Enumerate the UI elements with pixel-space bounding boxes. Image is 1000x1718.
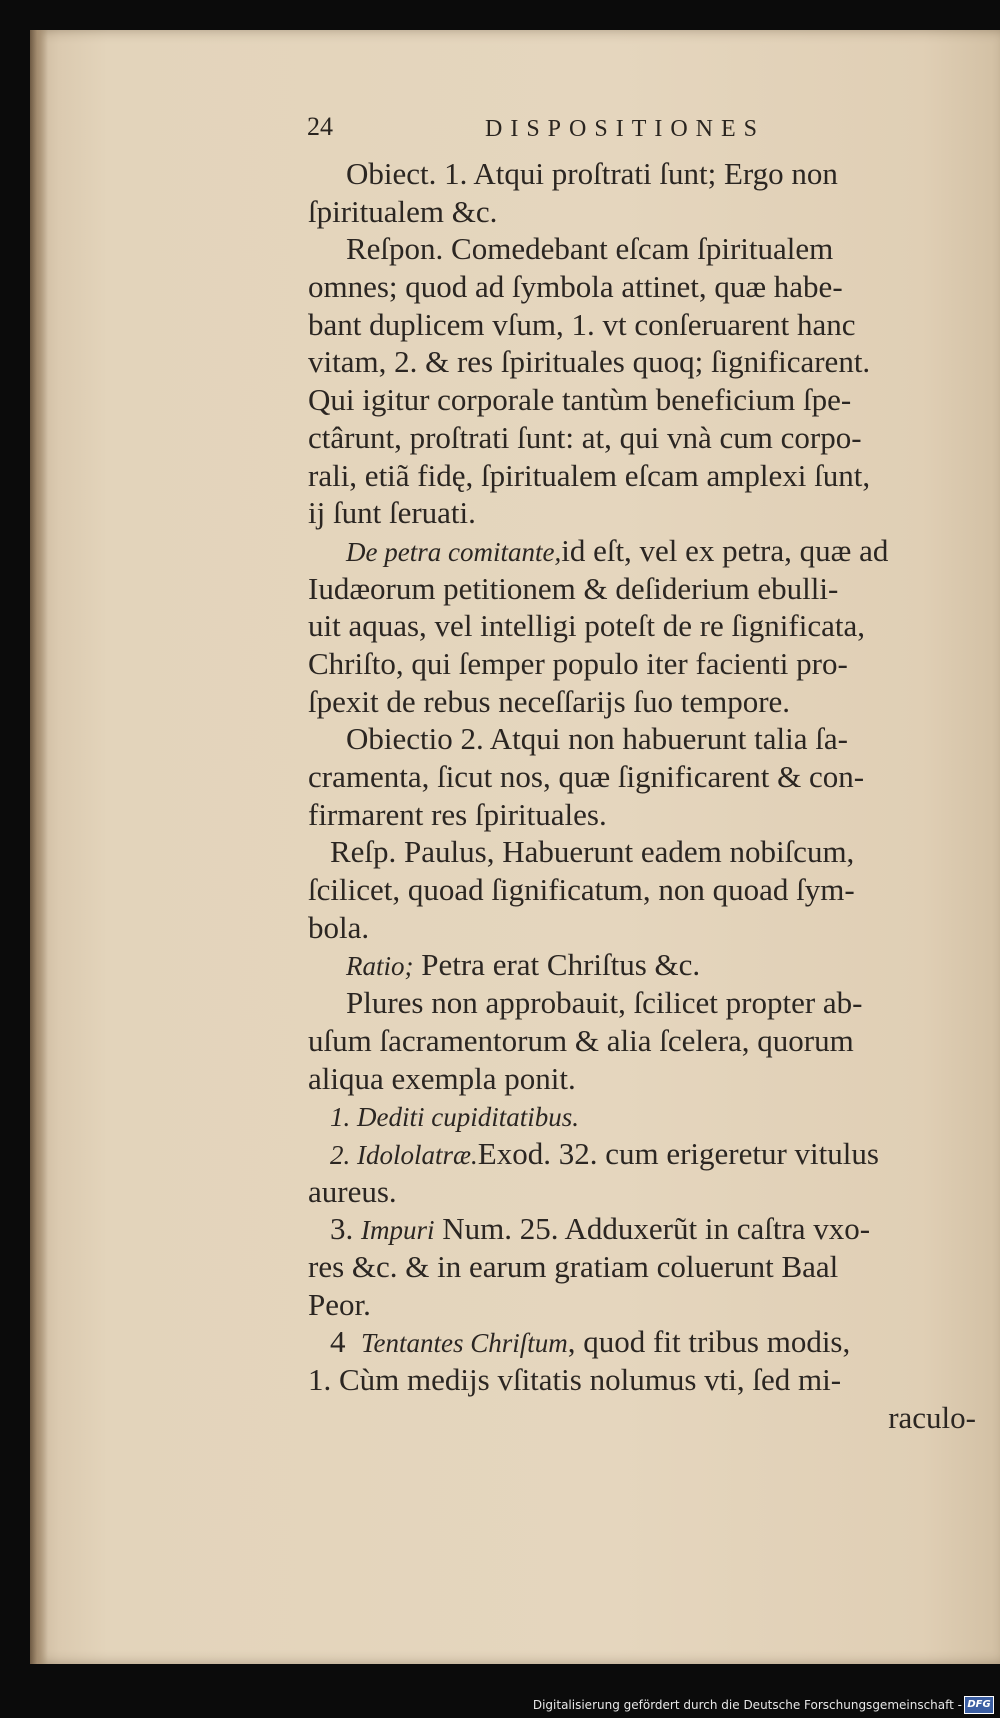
list-item [308,1323,976,1361]
list-item [308,1135,976,1173]
text-line: ij ſunt ſeruati. [308,495,476,531]
text-line: uſum ſacramentorum & alia ſcelera, quorum [308,1022,854,1058]
italic-phrase: Tentantes Chriſtum [361,1328,568,1359]
text-line [308,946,976,984]
dfg-logo: DFG [964,1696,994,1714]
text-line: vitam, 2. & res ſpirituales quoq; ſignificarent. [308,344,871,380]
text-line: Reſpon. Comedebant eſcam ſpiritualem [346,231,834,267]
italic-phrase: Impuri [361,1215,435,1246]
text-line: bola. [308,909,370,945]
text-span: 4 [330,1324,346,1360]
text-line: aureus. [308,1173,397,1209]
list-item [308,1210,976,1248]
text-line: 1. Cùm medijs vſitatis nolumus vti, ſed mi- [308,1362,842,1397]
italic-phrase: De petra comitante, [346,536,562,567]
text-line: ctârunt, proſtrati ſunt: at, qui vnà cum corpo- [308,419,862,455]
text-line: Obiect. 1. Atqui proſtrati ſunt; Ergo non [346,156,838,191]
text-line: ſpexit de rebus neceſſarijs ſuo tempore. [308,683,791,719]
text-line: aliqua exempla ponit. [308,1060,576,1096]
footer-bar [0,1690,1000,1718]
italic-phrase: 2. Idololatræ. [330,1139,478,1170]
text-line: Reſp. Paulus, Habuerunt eadem nobiſcum, [330,834,855,870]
text-span: Petra erat Chriſtus &c. [421,947,701,983]
text-line: omnes; quod ad ſymbola attinet, quæ habe- [308,269,843,305]
text-line: cramenta, ſicut nos, quæ ſignificarent & con- [308,759,865,794]
text-line: firmarent res ſpirituales. [308,796,607,832]
catchword: raculo- [888,1399,976,1435]
italic-phrase: Ratio; [346,951,414,982]
running-title: DISPOSITIONES [485,116,766,142]
page-gutter-shadow [30,30,48,1664]
text-line: ſcilicet, quoad ſignificatum, non quoad ſym- [308,872,855,908]
text-line: bant duplicem vſum, 1. vt conſeruarent hanc [308,306,856,342]
text-span: Exod. 32. cum erigeretur vitulus [477,1135,879,1171]
text-block [308,155,976,1436]
text-span: Num. 25. Adduxerũt in caſtra vxo- [442,1211,871,1247]
text-line: Plures non approbauit, ſcilicet propter ab- [346,985,863,1021]
running-head [30,90,1000,140]
text-span: id eſt, vel ex petra, quæ ad [561,532,889,568]
text-line: rali, etiã fidę, ſpiritualem eſcam amplexi ſunt, [308,457,871,493]
text-span: , quod fit tribus modis, [567,1324,851,1360]
text-line: Qui igitur corporale tantùm beneficium ſpe- [308,382,852,418]
list-item [308,1097,976,1135]
text-line: Iudæorum petitionem & deſiderium ebulli- [308,570,839,606]
text-line: Obiectio 2. Atqui non habuerunt talia ſa- [346,721,848,757]
text-line: ſpiritualem &c. [308,193,498,229]
text-line [308,532,976,570]
text-line: res &c. & in earum gratiam coluerunt Baal [308,1248,839,1284]
text-line: Peor. [308,1286,371,1322]
text-line: uit aquas, vel intelligi poteſt de re ſignificata, [308,608,865,644]
text-span: 3. [330,1211,354,1247]
italic-phrase: 1. Dediti cupiditatibus. [330,1102,579,1133]
page-number: 24 [307,112,333,141]
book-page [30,30,1000,1664]
text-line: Chriſto, qui ſemper populo iter facienti pro- [308,645,848,681]
digitization-credit: Digitalisierung gefördert durch die Deutsche Forschungsgemeinschaft - [532,1698,962,1712]
